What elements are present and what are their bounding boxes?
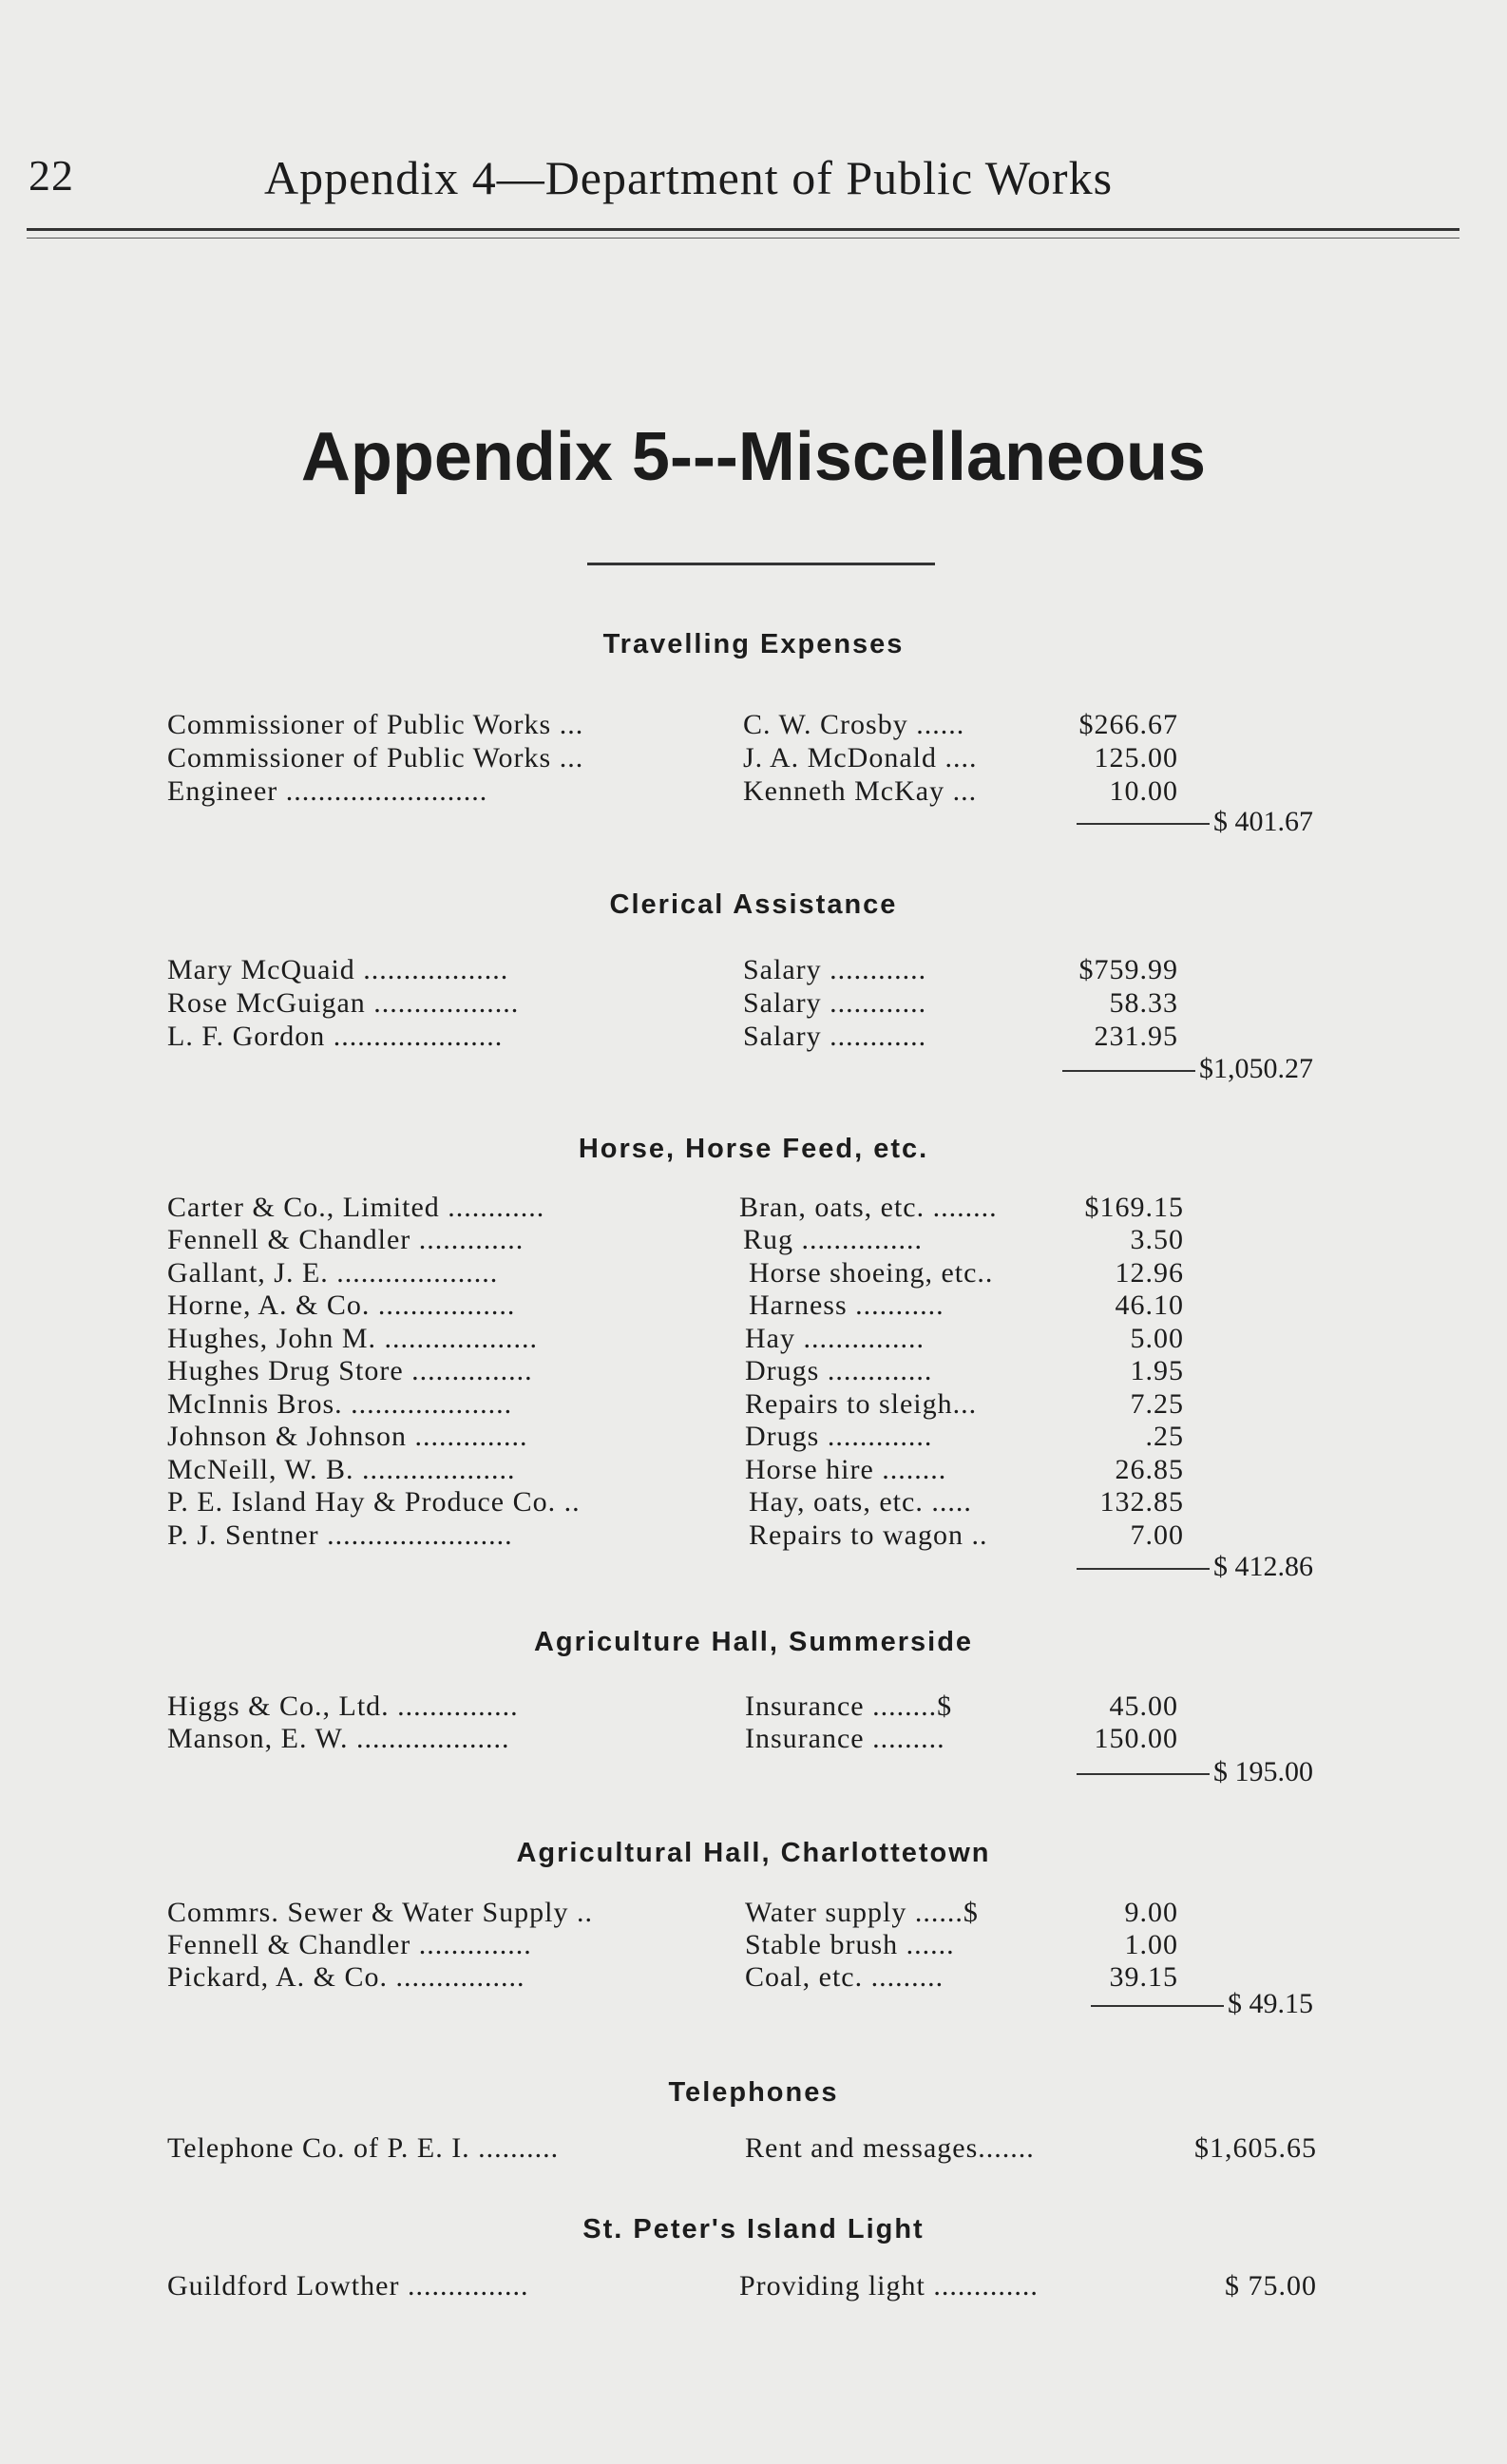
row-amount: $266.67 <box>1078 709 1178 740</box>
row-name: Manson, E. W. ................... <box>167 1723 510 1754</box>
row-desc: Insurance ......... <box>745 1723 945 1754</box>
table-row <box>167 987 1317 1022</box>
row-amount: $759.99 <box>1078 954 1178 985</box>
row-amount: 39.15 <box>1109 1961 1178 1993</box>
page-title: Appendix 5---Miscellaneous <box>300 419 1207 495</box>
row-desc: Hay ............... <box>745 1323 925 1354</box>
table-row <box>167 1723 1317 1757</box>
section-total-value: $ 401.67 <box>1213 806 1313 837</box>
section-title: St. Peter's Island Light <box>582 2214 925 2244</box>
table-row <box>167 1929 1317 1963</box>
row-desc: Rug ............... <box>743 1224 924 1255</box>
row-name: Mary McQuaid .................. <box>167 954 509 985</box>
row-name: Higgs & Co., Ltd. ............... <box>167 1690 519 1722</box>
table-row <box>167 1021 1317 1055</box>
row-amount: 150.00 <box>1094 1723 1178 1754</box>
row-desc: Kenneth McKay ... <box>743 775 978 807</box>
row-amount: 132.85 <box>1099 1486 1184 1518</box>
row-amount: 3.50 <box>1130 1224 1184 1255</box>
row-desc: Drugs ............. <box>745 1355 933 1386</box>
running-title: Appendix 4—Department of Public Works <box>264 151 1114 204</box>
row-amount: $1,605.65 <box>1194 2132 1317 2164</box>
section-total-value: $ 412.86 <box>1213 1551 1313 1582</box>
page-number: 22 <box>29 151 74 200</box>
row-desc: Drugs ............. <box>745 1421 933 1452</box>
row-name: Commissioner of Public Works ... <box>167 709 584 740</box>
row-name: Carter & Co., Limited ............ <box>167 1192 545 1223</box>
row-amount: 46.10 <box>1115 1289 1184 1321</box>
table-row <box>167 1421 1317 1455</box>
row-amount: $ 75.00 <box>1225 2270 1317 2302</box>
row-desc: Water supply ......$ <box>745 1897 979 1928</box>
row-amount: 5.00 <box>1130 1323 1184 1354</box>
row-name: Guildford Lowther ............... <box>167 2270 529 2302</box>
row-name: Hughes, John M. ................... <box>167 1323 539 1354</box>
row-amount: 231.95 <box>1094 1021 1178 1052</box>
table-row <box>167 1355 1317 1389</box>
table-row <box>167 742 1317 776</box>
row-name: P. J. Sentner ....................... <box>167 1519 513 1551</box>
section-title: Horse, Horse Feed, etc. <box>578 1134 929 1164</box>
section-total <box>1077 1551 1313 1583</box>
row-name: McNeill, W. B. ................... <box>167 1454 516 1485</box>
row-name: McInnis Bros. .................... <box>167 1388 513 1420</box>
row-desc: Salary ............ <box>743 1021 927 1052</box>
section-total <box>1091 1988 1313 2020</box>
row-name: Rose McGuigan .................. <box>167 987 520 1019</box>
section-total <box>1062 1053 1313 1085</box>
title-underline <box>587 563 935 565</box>
table-row <box>167 1257 1317 1291</box>
row-desc: Salary ............ <box>743 987 927 1019</box>
row-amount: 26.85 <box>1115 1454 1184 1485</box>
row-name: P. E. Island Hay & Produce Co. .. <box>167 1486 581 1518</box>
row-amount: 58.33 <box>1109 987 1178 1019</box>
table-row <box>167 1897 1317 1931</box>
row-name: L. F. Gordon ..................... <box>167 1021 504 1052</box>
table-row <box>167 1690 1317 1725</box>
row-desc: Hay, oats, etc. ..... <box>749 1486 972 1518</box>
row-name: Telephone Co. of P. E. I. .......... <box>167 2132 560 2164</box>
row-desc: Salary ............ <box>743 954 927 985</box>
row-name: Commrs. Sewer & Water Supply .. <box>167 1897 593 1928</box>
row-name: Engineer ......................... <box>167 775 488 807</box>
row-name: Fennell & Chandler .............. <box>167 1929 532 1960</box>
table-row <box>167 1192 1317 1226</box>
row-desc: J. A. McDonald .... <box>743 742 978 774</box>
row-name: Horne, A. & Co. ................. <box>167 1289 516 1321</box>
table-row <box>167 1323 1317 1357</box>
row-desc: Repairs to wagon .. <box>749 1519 988 1551</box>
section-title: Agricultural Hall, Charlottetown <box>516 1838 991 1868</box>
table-row <box>167 1388 1317 1423</box>
row-amount: 125.00 <box>1094 742 1178 774</box>
table-row <box>167 1454 1317 1488</box>
row-amount: 12.96 <box>1115 1257 1184 1289</box>
section-title: Agriculture Hall, Summerside <box>533 1627 974 1657</box>
row-amount: 9.00 <box>1124 1897 1178 1928</box>
table-row <box>167 709 1317 743</box>
row-name: Gallant, J. E. .................... <box>167 1257 499 1289</box>
row-amount: .25 <box>1145 1421 1184 1452</box>
table-row <box>167 2132 1317 2167</box>
row-desc: Insurance ........$ <box>745 1690 953 1722</box>
row-desc: Horse hire ........ <box>745 1454 947 1485</box>
row-desc: C. W. Crosby ...... <box>743 709 965 740</box>
row-name: Johnson & Johnson .............. <box>167 1421 528 1452</box>
row-name: Commissioner of Public Works ... <box>167 742 584 774</box>
table-row <box>167 775 1317 810</box>
section-title: Travelling Expenses <box>602 629 905 659</box>
row-amount: $169.15 <box>1084 1192 1184 1223</box>
section-total <box>1077 1756 1313 1788</box>
row-desc: Bran, oats, etc. ........ <box>739 1192 998 1223</box>
table-row <box>167 954 1317 988</box>
row-name: Pickard, A. & Co. ................ <box>167 1961 525 1993</box>
row-desc: Providing light ............. <box>739 2270 1039 2302</box>
row-desc: Harness ........... <box>749 1289 944 1321</box>
row-name: Fennell & Chandler ............. <box>167 1224 525 1255</box>
row-desc: Coal, etc. ......... <box>745 1961 944 1993</box>
header-rule <box>27 228 1459 231</box>
row-amount: 7.00 <box>1130 1519 1184 1551</box>
table-row <box>167 1486 1317 1520</box>
section-total <box>1077 806 1313 838</box>
section-total-value: $ 49.15 <box>1228 1988 1313 2019</box>
table-row <box>167 2270 1317 2304</box>
row-desc: Horse shoeing, etc.. <box>749 1257 994 1289</box>
section-total-value: $ 195.00 <box>1213 1756 1313 1787</box>
section-title: Telephones <box>668 2077 839 2108</box>
section-total-value: $1,050.27 <box>1199 1053 1313 1084</box>
row-desc: Rent and messages....... <box>745 2132 1035 2164</box>
row-amount: 1.00 <box>1124 1929 1178 1960</box>
row-amount: 10.00 <box>1109 775 1178 807</box>
row-amount: 45.00 <box>1109 1690 1178 1722</box>
section-title: Clerical Assistance <box>609 889 898 920</box>
row-name: Hughes Drug Store ............... <box>167 1355 533 1386</box>
row-desc: Stable brush ...... <box>745 1929 955 1960</box>
row-amount: 1.95 <box>1130 1355 1184 1386</box>
table-row <box>167 1519 1317 1554</box>
header-rule-thin <box>27 238 1459 239</box>
row-desc: Repairs to sleigh... <box>745 1388 978 1420</box>
row-amount: 7.25 <box>1130 1388 1184 1420</box>
table-row <box>167 1224 1317 1258</box>
table-row <box>167 1289 1317 1324</box>
